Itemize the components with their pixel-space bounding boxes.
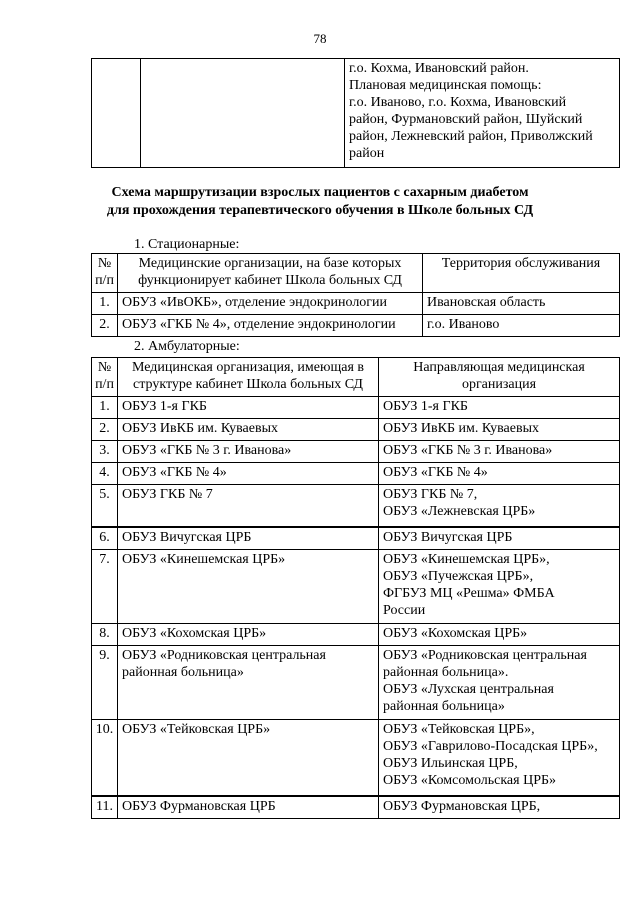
num-header [92, 358, 118, 397]
text-line: район, Фурмановский район, Шуйский [349, 112, 583, 127]
table-row [92, 796, 620, 819]
text-line: г.о. Кохма, Ивановский район. [349, 61, 529, 76]
header-text: № [97, 360, 112, 375]
text-line: ОБУЗ «ГКБ № 4» [122, 465, 227, 480]
table-row [92, 419, 620, 441]
table-row [92, 315, 620, 337]
text-line: ОБУЗ «Пучежская ЦРБ», [383, 569, 534, 584]
text-line: ОБУЗ «Лухская центральная [383, 682, 554, 697]
outpatient-body [92, 397, 620, 819]
row-number: 2. [92, 315, 118, 337]
header-text: п/п [95, 377, 114, 392]
row-number: 6. [92, 527, 118, 550]
referring-cell [379, 463, 620, 485]
table-cell [92, 59, 141, 168]
org-header [118, 254, 423, 293]
territory-cell [345, 59, 620, 168]
text-line: ОБУЗ «Родниковская центральная [122, 648, 326, 663]
referring-cell [379, 796, 620, 819]
text-line: районная больница» [383, 699, 505, 714]
text-line: ОБУЗ «ГКБ № 3 г. Иванова» [383, 443, 553, 458]
org-cell [118, 796, 379, 819]
table-row [92, 397, 620, 419]
table-row [92, 720, 620, 797]
table-header-row [92, 358, 620, 397]
text-line: районная больница» [122, 665, 244, 680]
text-line: ОБУЗ «Кинешемская ЦРБ» [122, 552, 286, 567]
text-line: России [383, 603, 426, 618]
row-number: 5. [92, 485, 118, 528]
outpatient-label: 2. Амбулаторные: [134, 339, 240, 354]
header-text: п/п [95, 273, 114, 288]
text-line: ОБУЗ «ГКБ № 3 г. Иванова» [122, 443, 292, 458]
org-cell [118, 397, 379, 419]
row-number: 11. [92, 796, 118, 819]
org-cell [118, 419, 379, 441]
heading-line: для прохождения терапевтического обучения в Школе больных СД [106, 203, 534, 218]
header-text: Медицинские организации, на базе которых [138, 256, 402, 271]
referring-cell [379, 624, 620, 646]
inpatient-table [91, 253, 620, 337]
table-row [92, 624, 620, 646]
text-line: район [349, 146, 385, 161]
row-number: 4. [92, 463, 118, 485]
territory-cell: г.о. Иваново [423, 315, 620, 337]
referring-cell [379, 720, 620, 797]
text-line: ОБУЗ «Кинешемская ЦРБ», [383, 552, 550, 567]
referring-header [379, 358, 620, 397]
referring-cell [379, 646, 620, 720]
org-cell [118, 463, 379, 485]
text-line: районная больница». [383, 665, 509, 680]
table-row [92, 59, 620, 168]
table-row [92, 527, 620, 550]
org-cell: ОБУЗ «ИвОКБ», отделение эндокринологии [118, 293, 423, 315]
header-text: Направляющая медицинская [413, 360, 585, 375]
text-line: ОБУЗ Вичугская ЦРБ [383, 530, 513, 545]
row-number: 8. [92, 624, 118, 646]
table-header-row [92, 254, 620, 293]
org-cell [118, 527, 379, 550]
text-line: ОБУЗ «Лежневская ЦРБ» [383, 504, 536, 519]
text-line: ОБУЗ «Тейковская ЦРБ», [383, 722, 535, 737]
table-row [92, 646, 620, 720]
territory-cell: Ивановская область [423, 293, 620, 315]
text-line: ОБУЗ «Кохомская ЦРБ» [122, 626, 267, 641]
header-text: структуре кабинет Школа больных СД [133, 377, 363, 392]
text-line: ОБУЗ «ГКБ № 4» [383, 465, 488, 480]
org-cell [118, 624, 379, 646]
text-line: ОБУЗ «Гаврилово-Посадская ЦРБ», [383, 739, 598, 754]
referring-cell [379, 550, 620, 624]
text-line: ОБУЗ ГКБ № 7, [383, 487, 478, 502]
referring-cell [379, 397, 620, 419]
table-row [92, 293, 620, 315]
row-number: 9. [92, 646, 118, 720]
territory-header: Территория обслуживания [423, 254, 620, 293]
table-row [92, 463, 620, 485]
org-cell [118, 646, 379, 720]
referring-cell [379, 527, 620, 550]
text-line: ОБУЗ ГКБ № 7 [122, 487, 213, 502]
row-number: 1. [92, 397, 118, 419]
text-line: ОБУЗ Ильинская ЦРБ, [383, 756, 518, 771]
org-cell [118, 441, 379, 463]
text-line: ОБУЗ «Тейковская ЦРБ» [122, 722, 271, 737]
text-line: район, Лежневский район, Приволжский [349, 129, 593, 144]
header-text: № [97, 256, 112, 271]
text-line: Плановая медицинская помощь: [349, 78, 542, 93]
text-line: г.о. Иваново, г.о. Кохма, Ивановский [349, 95, 567, 110]
text-line: ОБУЗ 1-я ГКБ [122, 399, 207, 414]
text-line: ОБУЗ ИвКБ им. Куваевых [383, 421, 540, 436]
org-header [118, 358, 379, 397]
org-cell: ОБУЗ «ГКБ № 4», отделение эндокринологии [118, 315, 423, 337]
text-line: ОБУЗ «Кохомская ЦРБ» [383, 626, 528, 641]
text-line: ОБУЗ «Родниковская центральная [383, 648, 587, 663]
text-line: ОБУЗ Вичугская ЦРБ [122, 530, 252, 545]
org-cell [118, 720, 379, 797]
table-row [92, 550, 620, 624]
header-text: функционирует кабинет Школа больных СД [138, 273, 402, 288]
table-row [92, 441, 620, 463]
text-line: ФГБУЗ МЦ «Решма» ФМБА [383, 586, 555, 601]
outpatient-table [91, 357, 620, 819]
text-line: ОБУЗ Фурмановская ЦРБ [122, 799, 276, 814]
table-cell [141, 59, 345, 168]
row-number: 2. [92, 419, 118, 441]
page-number: 78 [313, 31, 327, 46]
referring-cell [379, 419, 620, 441]
org-cell [118, 550, 379, 624]
text-line: ОБУЗ «Комсомольская ЦРБ» [383, 773, 557, 788]
num-header [92, 254, 118, 293]
referring-cell [379, 485, 620, 528]
row-number: 1. [92, 293, 118, 315]
referring-cell [379, 441, 620, 463]
header-text: Медицинская организация, имеющая в [131, 360, 365, 375]
header-text: организация [461, 377, 537, 392]
row-number: 7. [92, 550, 118, 624]
inpatient-label: 1. Стационарные: [134, 237, 240, 252]
text-line: ОБУЗ 1-я ГКБ [383, 399, 468, 414]
heading-line: Схема маршрутизации взрослых пациентов с сахарным диабетом [111, 185, 529, 200]
continuation-table [91, 58, 620, 168]
text-line: ОБУЗ ИвКБ им. Куваевых [122, 421, 279, 436]
text-line: ОБУЗ Фурмановская ЦРБ, [383, 799, 541, 814]
org-cell [118, 485, 379, 528]
section-heading [0, 184, 640, 220]
row-number: 3. [92, 441, 118, 463]
row-number: 10. [92, 720, 118, 797]
table-row [92, 485, 620, 528]
